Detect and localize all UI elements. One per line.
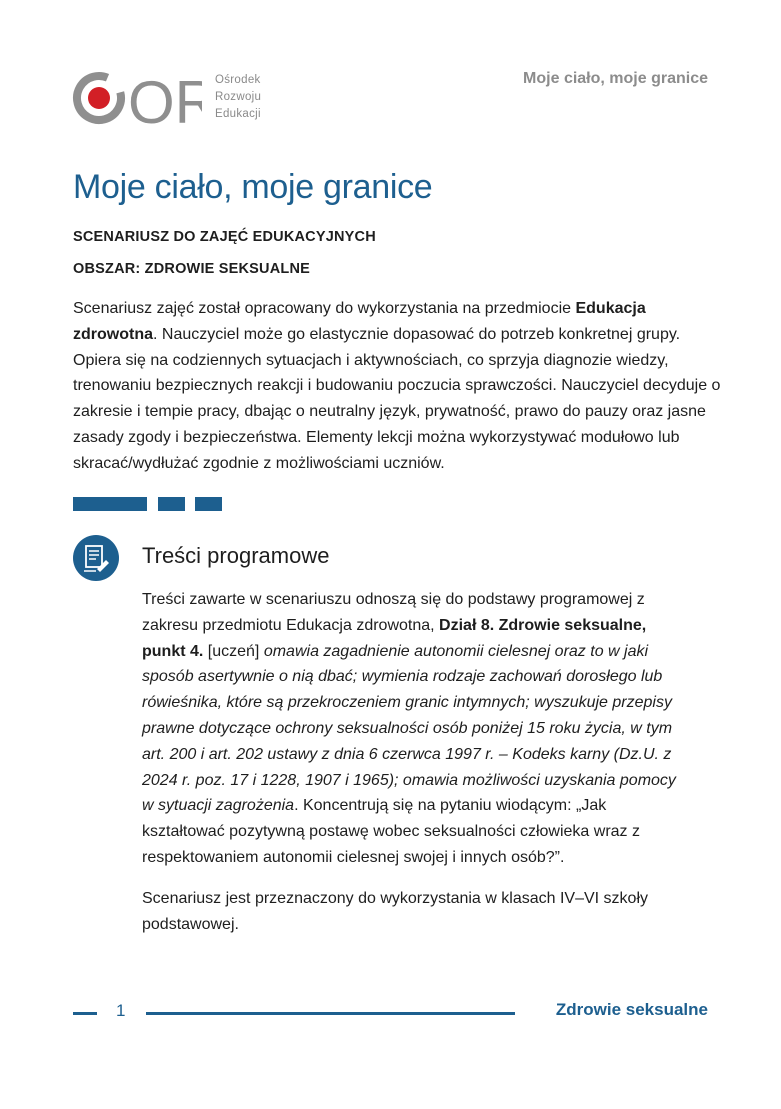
curriculum-text-3: . Koncentrują się na pytaniu wiodącym: „Jak kształtować pozytywną postawę wobec seksualności człowieka wraz z respektowaniem autonomii cielesnej swojej i innych osób?”. — [142, 797, 640, 866]
intro-text-1: Scenariusz zajęć został opracowany do wykorzystania na przedmiocie — [73, 300, 576, 317]
curriculum-paragraph — [142, 587, 682, 871]
footer-area-label: Zdrowie seksualne — [555, 1000, 708, 1019]
document-pen-icon — [73, 535, 119, 581]
footer-rule-right — [146, 1012, 515, 1015]
divider-bar-short-2 — [195, 497, 222, 511]
ore-logo — [72, 70, 272, 130]
logo-letters: OR — [128, 70, 202, 130]
curriculum-text-2: [uczeń] — [203, 642, 264, 660]
intro-subject-name: Edukacja zdrowotna — [73, 300, 646, 343]
page-number: 1 — [116, 1001, 126, 1020]
divider-bar-long — [73, 497, 147, 511]
logo-institution-name — [215, 72, 261, 123]
running-header-title: Moje ciało, moje granice — [523, 70, 708, 87]
intro-paragraph — [73, 296, 723, 477]
logo-line-1: Ośrodek — [215, 74, 261, 86]
intro-text-2: . Nauczyciel może go elastycznie dopasować do potrzeb konkretnej grupy. Opiera się na codziennych sytuacjach i aktywnościach, co sprzyja diagnozie wiedzy, trenowaniu bezpiecznych reakcji i budowaniu poczucia sprawczości. Nauczyciel decyduje o zakresie i tempie pracy, dbając o neutralny język, prywatność, prawo do pauzy oraz jasne zasady zgody i bezpieczeństwa. Elementy lekcji można wykorzystywać modułowo lub skracać/wydłużać zgodnie z możliwościami uczniów. — [73, 325, 721, 472]
section-title: Treści programowe — [142, 543, 330, 568]
curriculum-text-1: Treści zawarte w scenariuszu odnoszą się do podstawy programowej z zakresu przedmiotu Edukacja zdrowotna, — [142, 591, 645, 634]
logo-line-2: Rozwoju — [215, 91, 262, 103]
curriculum-section-ref: Dział 8. Zdrowie seksualne, punkt 4. — [142, 616, 647, 660]
logo-line-3: Edukacji — [215, 108, 261, 120]
divider-bar-short-1 — [158, 497, 185, 511]
scenario-type-heading: SCENARIUSZ DO ZAJĘĆ EDUKACYJNYCH — [73, 229, 376, 245]
curriculum-requirements: omawia zagadnienie autonomii cielesnej oraz to w jaki sposób asertywnie o nią dbać; wymienia rodzaje zachowań dorosłego lub rówieśnika, które są przekroczeniem granic intymnych; wyszukuje przepisy prawne dotyczące ochrony seksualności osób poniżej 15 roku życia, w tym art. 200 i art. 202 ustawy z dnia 6 czerwca 1997 r. – Kodeks karny (Dz.U. z 2024 r. poz. 17 i 1228, 1907 i 1965); omawia możliwości uzyskania pomocy w sytuacji zagrożenia — [142, 642, 676, 815]
page-title: Moje ciało, moje granice — [73, 168, 433, 206]
ore-logo-mark — [72, 70, 202, 130]
target-grades-paragraph: Scenariusz jest przeznaczony do wykorzystania w klasach IV–VI szkoły podstawowej. — [142, 890, 648, 933]
area-heading: OBSZAR: ZDROWIE SEKSUALNE — [73, 261, 310, 277]
footer-rule-left — [73, 1012, 97, 1015]
